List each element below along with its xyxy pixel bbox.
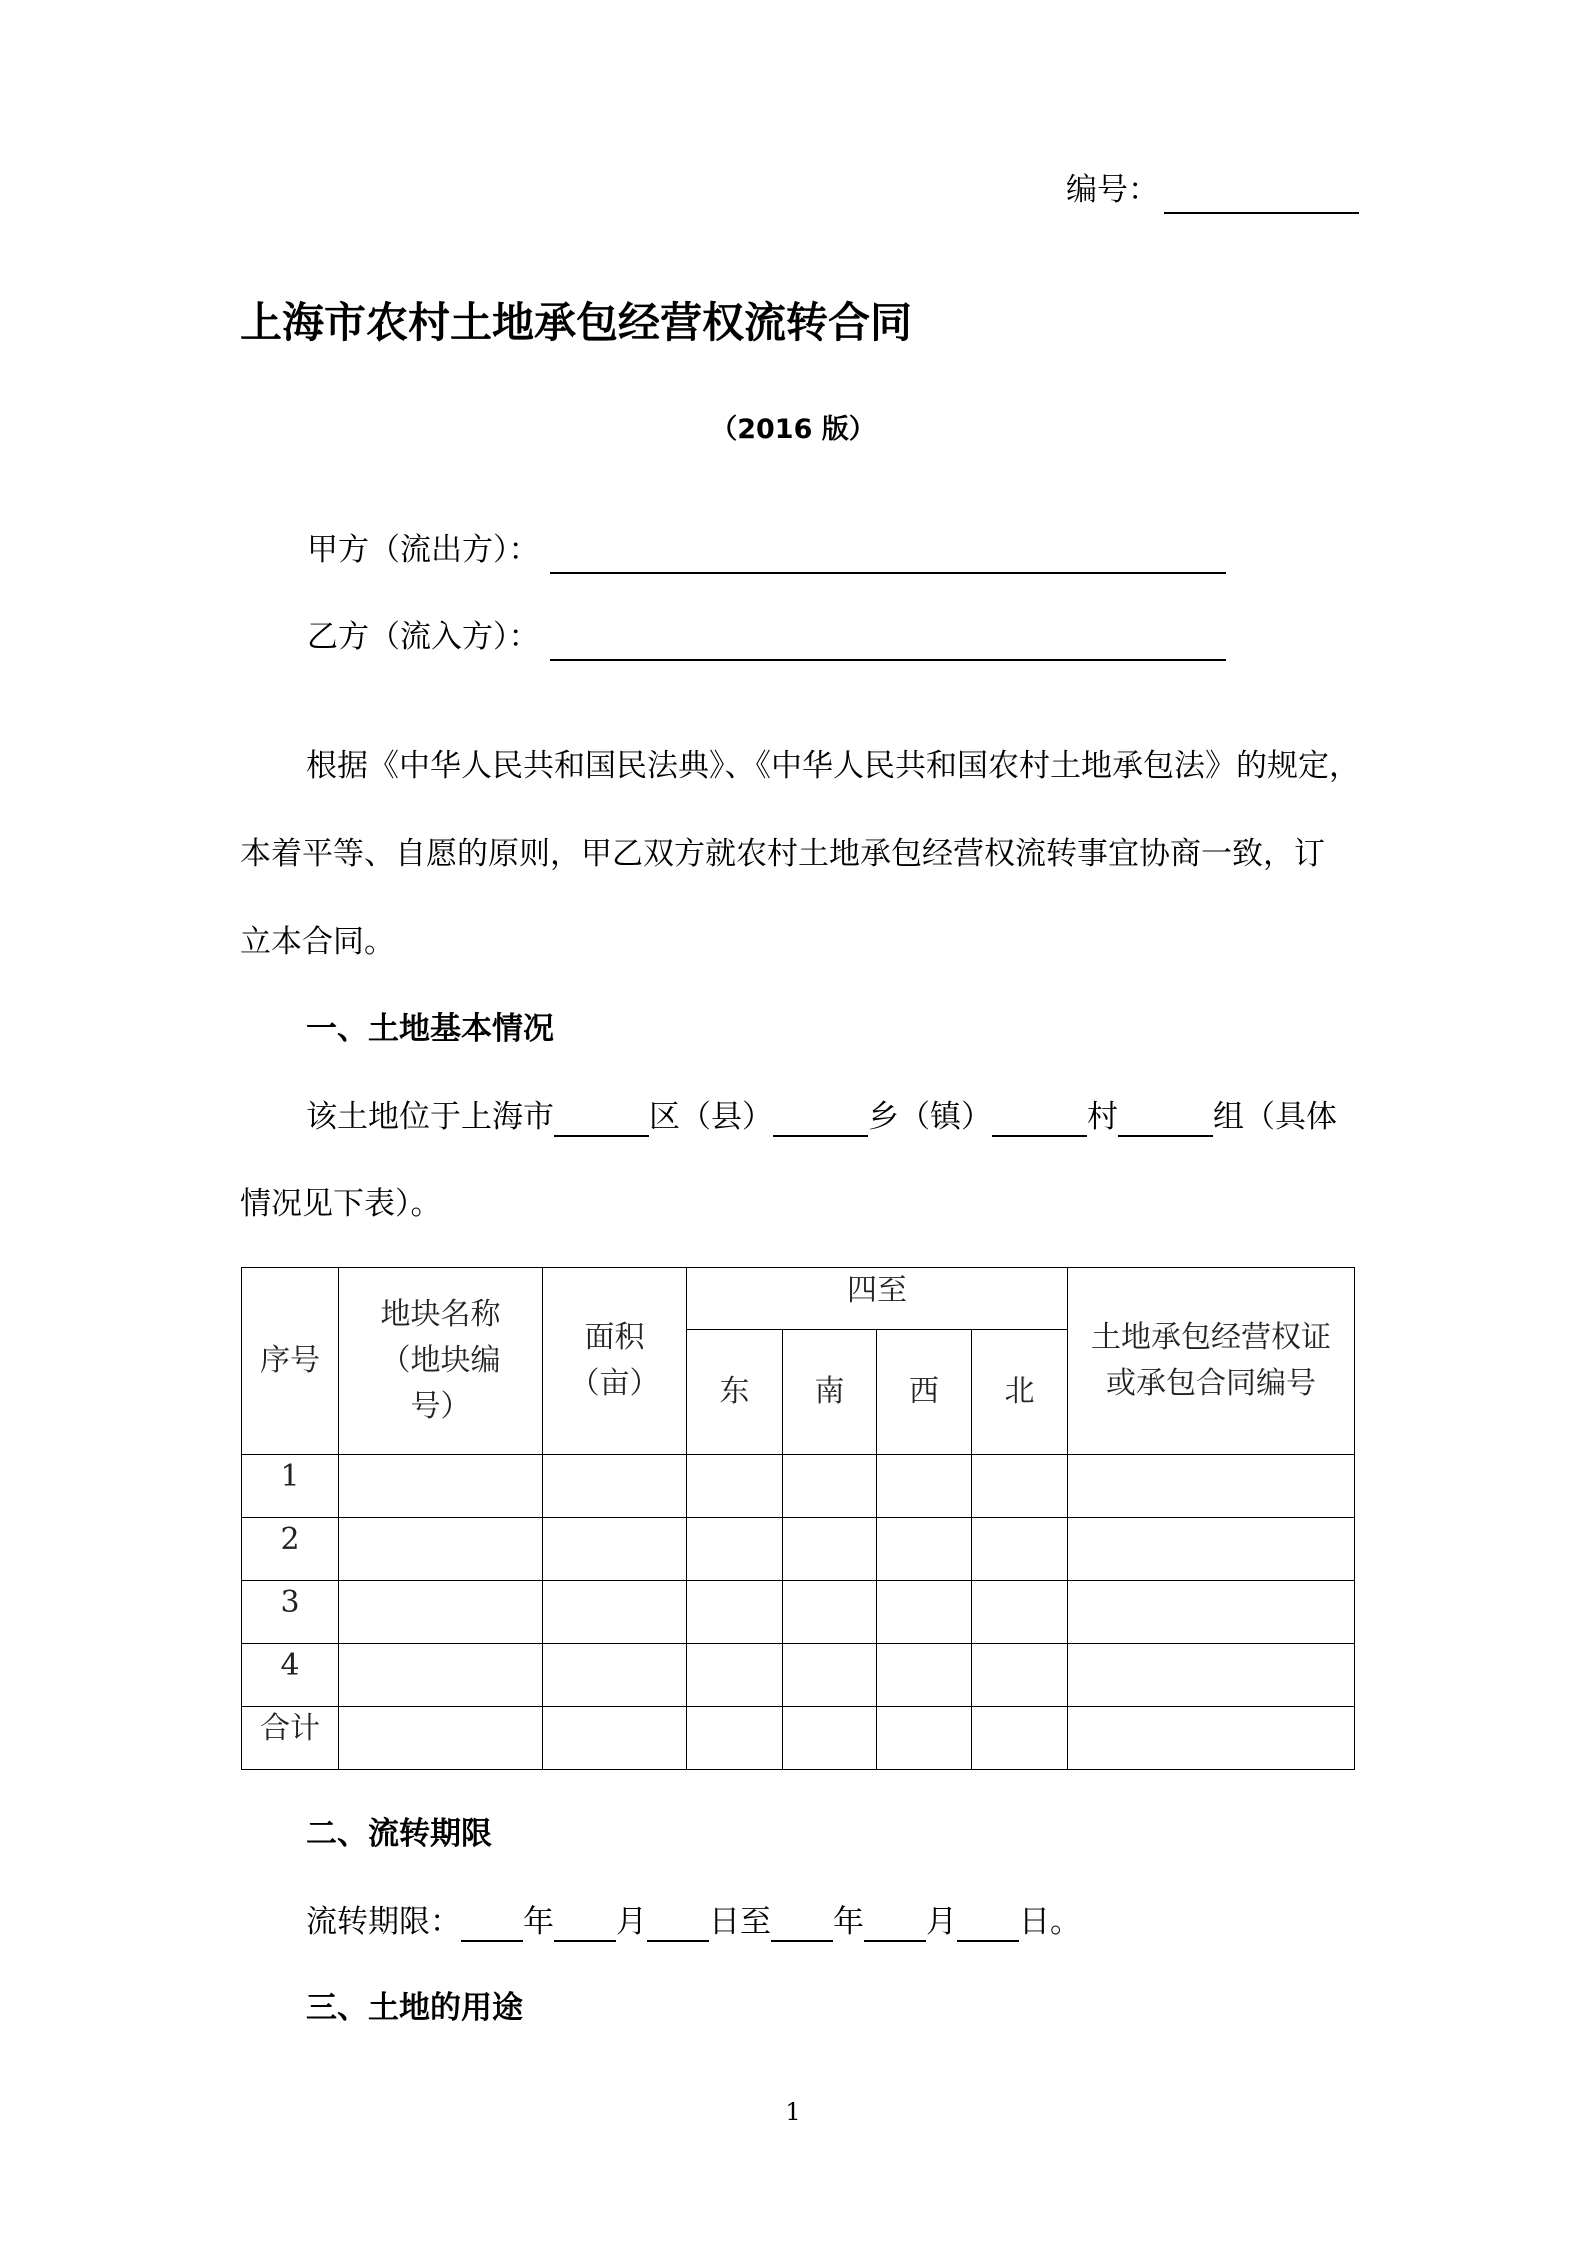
area-cell[interactable] — [543, 1455, 687, 1518]
certificate-cell[interactable] — [1068, 1518, 1355, 1581]
row-total-label: 合计 — [242, 1707, 339, 1770]
party-b-field[interactable] — [550, 621, 1226, 661]
west-cell[interactable] — [877, 1455, 972, 1518]
north-cell[interactable] — [972, 1644, 1068, 1707]
serial-number-label: 编号： — [1066, 172, 1159, 208]
header-west: 西 — [877, 1330, 972, 1455]
location-line-2: 情况见下表）。 — [240, 1186, 442, 1222]
end-year-field[interactable] — [771, 1908, 833, 1942]
party-b-label: 乙方（流入方）： — [307, 619, 540, 655]
year-label: 年 — [523, 1904, 554, 1940]
certificate-cell[interactable] — [1068, 1581, 1355, 1644]
table-row — [242, 1581, 1355, 1644]
location-prefix: 该土地位于上海市 — [306, 1099, 554, 1135]
location-line — [306, 1097, 1337, 1137]
west-cell[interactable] — [877, 1707, 972, 1770]
plot-name-cell[interactable] — [339, 1644, 543, 1707]
south-cell[interactable] — [783, 1518, 877, 1581]
end-day-field[interactable] — [957, 1908, 1019, 1942]
group-field[interactable] — [1118, 1103, 1213, 1137]
table-row — [242, 1644, 1355, 1707]
east-cell[interactable] — [687, 1581, 783, 1644]
start-day-field[interactable] — [647, 1908, 709, 1942]
plot-name-cell[interactable] — [339, 1707, 543, 1770]
area-cell[interactable] — [543, 1644, 687, 1707]
term-line — [306, 1902, 1081, 1942]
page-number: 1 — [785, 2098, 801, 2126]
party-a-field[interactable] — [550, 534, 1226, 574]
north-cell[interactable] — [972, 1707, 1068, 1770]
plot-name-cell[interactable] — [339, 1581, 543, 1644]
table-total-row — [242, 1707, 1355, 1770]
row-index: 2 — [242, 1518, 339, 1581]
location-district-label: 区（县） — [649, 1099, 773, 1135]
header-south: 南 — [783, 1330, 877, 1455]
south-cell[interactable] — [783, 1581, 877, 1644]
header-area-line: （亩） — [569, 1366, 660, 1401]
header-certificate-line: 或承包合同编号 — [1106, 1366, 1316, 1401]
end-month-field[interactable] — [864, 1908, 926, 1942]
west-cell[interactable] — [877, 1518, 972, 1581]
certificate-cell[interactable] — [1068, 1455, 1355, 1518]
header-area-line: 面积 — [584, 1320, 645, 1355]
west-cell[interactable] — [877, 1644, 972, 1707]
east-cell[interactable] — [687, 1707, 783, 1770]
section-1-heading: 一、土地基本情况 — [306, 1011, 554, 1047]
header-area — [543, 1268, 687, 1455]
header-north: 北 — [972, 1330, 1068, 1455]
village-field[interactable] — [992, 1103, 1087, 1137]
certificate-cell[interactable] — [1068, 1644, 1355, 1707]
east-cell[interactable] — [687, 1518, 783, 1581]
section-2-heading: 二、流转期限 — [306, 1816, 492, 1852]
section-3-heading: 三、土地的用途 — [306, 1990, 523, 2026]
day-to-label: 日至 — [709, 1904, 771, 1940]
preamble-line-3: 立本合同。 — [240, 924, 395, 960]
header-plot-name-line: 号） — [410, 1389, 471, 1424]
south-cell[interactable] — [783, 1707, 877, 1770]
plot-name-cell[interactable] — [339, 1455, 543, 1518]
north-cell[interactable] — [972, 1518, 1068, 1581]
south-cell[interactable] — [783, 1455, 877, 1518]
preamble-line-1: 根据《中华人民共和国民法典》、《中华人民共和国农村土地承包法》的规定， — [306, 748, 1360, 784]
term-label: 流转期限： — [306, 1904, 461, 1940]
location-town-label: 乡（镇） — [868, 1099, 992, 1135]
land-info-table — [241, 1267, 1355, 1770]
table-row — [242, 1455, 1355, 1518]
east-cell[interactable] — [687, 1644, 783, 1707]
header-boundaries: 四至 — [687, 1268, 1068, 1330]
year-label: 年 — [833, 1904, 864, 1940]
day-end-label: 日。 — [1019, 1904, 1081, 1940]
header-certificate — [1068, 1268, 1355, 1455]
location-village-label: 村 — [1087, 1099, 1118, 1135]
location-group-label: 组（具体 — [1213, 1099, 1337, 1135]
south-cell[interactable] — [783, 1644, 877, 1707]
header-plot-name — [339, 1268, 543, 1455]
preamble-line-2: 本着平等、自愿的原则，甲乙双方就农村土地承包经营权流转事宜协商一致，订 — [240, 836, 1325, 872]
row-index: 3 — [242, 1581, 339, 1644]
serial-number-field[interactable] — [1164, 174, 1359, 214]
town-field[interactable] — [773, 1103, 868, 1137]
month-label: 月 — [926, 1904, 957, 1940]
district-field[interactable] — [554, 1103, 649, 1137]
start-year-field[interactable] — [461, 1908, 523, 1942]
row-index: 4 — [242, 1644, 339, 1707]
header-certificate-line: 土地承包经营权证 — [1091, 1320, 1331, 1355]
area-cell[interactable] — [543, 1518, 687, 1581]
table-row — [242, 1518, 1355, 1581]
header-index: 序号 — [242, 1268, 339, 1455]
document-version: （2016 版） — [710, 414, 876, 445]
party-a-label: 甲方（流出方）： — [307, 532, 540, 568]
start-month-field[interactable] — [554, 1908, 616, 1942]
header-east: 东 — [687, 1330, 783, 1455]
certificate-cell[interactable] — [1068, 1707, 1355, 1770]
east-cell[interactable] — [687, 1455, 783, 1518]
plot-name-cell[interactable] — [339, 1518, 543, 1581]
area-cell[interactable] — [543, 1581, 687, 1644]
month-label: 月 — [616, 1904, 647, 1940]
area-cell[interactable] — [543, 1707, 687, 1770]
header-plot-name-line: （地块编 — [380, 1343, 501, 1378]
north-cell[interactable] — [972, 1455, 1068, 1518]
header-plot-name-line: 地块名称 — [380, 1297, 501, 1332]
west-cell[interactable] — [877, 1581, 972, 1644]
north-cell[interactable] — [972, 1581, 1068, 1644]
row-index: 1 — [242, 1455, 339, 1518]
document-title: 上海市农村土地承包经营权流转合同 — [240, 298, 913, 347]
